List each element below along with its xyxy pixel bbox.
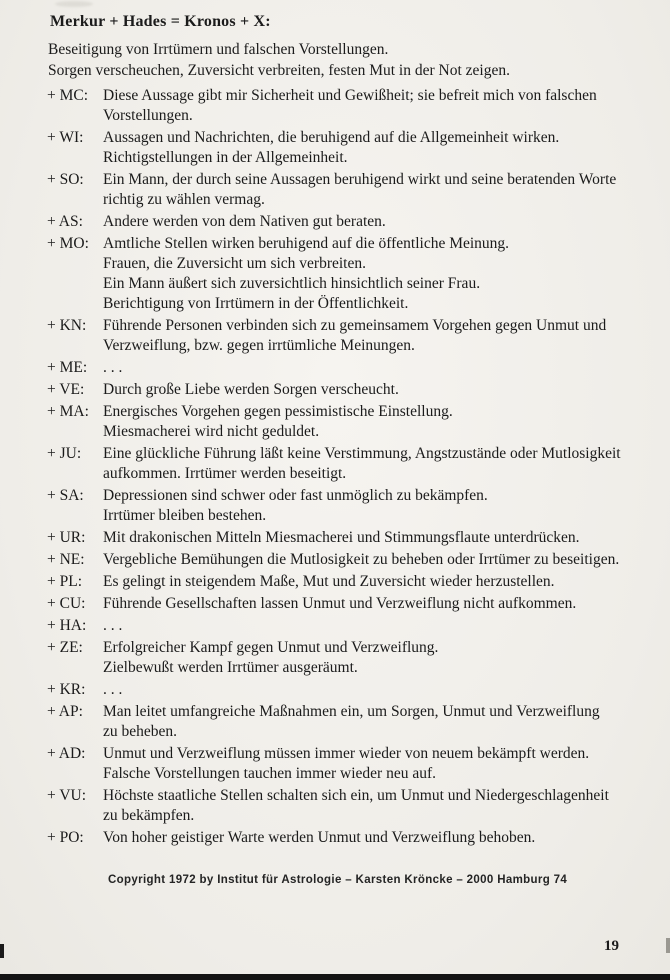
copyright-line: Copyright 1972 by Institut für Astrologie – Karsten Kröncke – 2000 Hamburg 74 <box>108 874 568 886</box>
entry-text <box>103 594 662 614</box>
entry-text-line: Erfolgreicher Kampf gegen Unmut und Verzweiflung. <box>103 639 439 656</box>
entry-text <box>103 444 662 484</box>
page-number: 19 <box>604 938 619 954</box>
entry-label: + JU: <box>47 445 82 462</box>
entry-label: + SA: <box>47 487 84 504</box>
entry-text <box>103 550 662 570</box>
entry-label: + NE: <box>47 551 85 568</box>
entry-label: + PL: <box>47 573 83 590</box>
entry-text-line: Ein Mann, der durch seine Aussagen beruhigend wirkt und seine beratenden Worte <box>103 171 617 188</box>
entry-row <box>47 680 662 700</box>
entry-row <box>47 550 662 570</box>
entry-text <box>103 680 662 700</box>
entry-text-line: Führende Personen verbinden sich zu gemeinsamem Vorgehen gegen Unmut und <box>103 317 607 334</box>
entry-text-line: Verzweiflung, bzw. gegen irrtümliche Meinungen. <box>103 337 415 354</box>
entry-text-line: . . . <box>103 617 123 634</box>
entry-label: + CU: <box>47 595 86 612</box>
entry-row <box>47 234 662 314</box>
entry-text <box>103 380 662 400</box>
entry-row <box>47 128 662 168</box>
entry-text-line: Vergebliche Bemühungen die Mutlosigkeit zu beheben oder Irrtümer zu beseitigen. <box>103 551 620 568</box>
entry-text <box>103 402 662 442</box>
entry-text-line: Amtliche Stellen wirken beruhigend auf die öffentliche Meinung. <box>103 235 510 252</box>
entry-text-line: Falsche Vorstellungen tauchen immer wieder neu auf. <box>103 765 437 782</box>
entry-text-line: zu beheben. <box>103 723 178 740</box>
entry-text-line: Mit drakonischen Mitteln Miesmacherei und Stimmungsflaute unterdrücken. <box>103 529 580 546</box>
entry-row <box>47 170 662 210</box>
entry-label: + ZE: <box>47 639 83 656</box>
entry-text <box>103 702 662 742</box>
entry-text <box>103 170 662 210</box>
entry-text <box>103 828 662 848</box>
entry-label: + SO: <box>47 171 84 188</box>
entry-row <box>47 380 662 400</box>
entry-text <box>103 128 662 168</box>
entry-label: + AD: <box>47 745 86 762</box>
entry-label: + VU: <box>47 787 87 804</box>
entry-text <box>103 616 662 636</box>
entry-row <box>47 444 662 484</box>
entry-text-line: Zielbewußt werden Irrtümer ausgeräumt. <box>103 659 358 676</box>
entry-label: + HA: <box>47 617 87 634</box>
entry-text-line: Miesmacherei wird nicht geduldet. <box>103 423 320 440</box>
intro-line: Beseitigung von Irrtümern und falschen Vorstellungen. <box>48 41 389 58</box>
entry-text-line: Energisches Vorgehen gegen pessimistische Einstellung. <box>103 403 453 420</box>
entry-text-line: aufkommen. Irrtümer werden beseitigt. <box>103 465 347 482</box>
entry-label: + KR: <box>47 681 86 698</box>
entry-label: + MC: <box>47 87 89 104</box>
scan-smudge <box>55 1 93 7</box>
entry-row <box>47 528 662 548</box>
entry-label: + AP: <box>47 703 83 720</box>
entry-label: + PO: <box>47 829 84 846</box>
entry-text-line: zu bekämpfen. <box>103 807 195 824</box>
scan-mark-left <box>0 944 4 958</box>
entry-row <box>47 402 662 442</box>
entry-text <box>103 486 662 526</box>
scan-edge-bottom <box>0 974 670 980</box>
entry-row <box>47 316 662 356</box>
entry-row <box>47 786 662 826</box>
entry-text <box>103 358 662 378</box>
entry-text <box>103 744 662 784</box>
intro-line: Sorgen verscheuchen, Zuversicht verbreiten, festen Mut in der Not zeigen. <box>48 62 510 79</box>
entry-label: + VE: <box>47 381 85 398</box>
entry-label: + MO: <box>47 235 89 252</box>
entry-label: + MA: <box>47 403 89 420</box>
entry-text-line: richtig zu wählen vermag. <box>103 191 265 208</box>
entry-text-line: Man leitet umfangreiche Maßnahmen ein, um Sorgen, Unmut und Verzweiflung <box>103 703 600 720</box>
entry-text-line: Höchste staatliche Stellen schalten sich ein, um Unmut und Niedergeschlagenheit <box>103 787 609 804</box>
entry-text <box>103 638 662 678</box>
entry-row <box>47 638 662 678</box>
intro-paragraph <box>48 39 510 81</box>
entry-label: + KN: <box>47 317 87 334</box>
entry-text-line: Irrtümer bleiben bestehen. <box>103 507 267 524</box>
entry-row <box>47 212 662 232</box>
entry-text-line: . . . <box>103 359 123 376</box>
entry-text-line: Vorstellungen. <box>103 107 193 124</box>
entry-text-line: Ein Mann äußert sich zuversichtlich hinsichtlich seiner Frau. <box>103 275 481 292</box>
entry-text <box>103 234 662 314</box>
entry-text <box>103 786 662 826</box>
entry-text-line: Aussagen und Nachrichten, die beruhigend auf die Allgemeinheit wirken. <box>103 129 560 146</box>
entry-text <box>103 86 662 126</box>
entry-text <box>103 572 662 592</box>
entry-row <box>47 616 662 636</box>
entry-row <box>47 358 662 378</box>
entry-label: + UR: <box>47 529 86 546</box>
entry-text-line: Es gelingt in steigendem Maße, Mut und Zuversicht wieder herzustellen. <box>103 573 555 590</box>
entry-text-line: Von hoher geistiger Warte werden Unmut und Verzweiflung behoben. <box>103 829 536 846</box>
entry-row <box>47 486 662 526</box>
entry-row <box>47 572 662 592</box>
entry-text-line: Diese Aussage gibt mir Sicherheit und Gewißheit; sie befreit mich von falschen <box>103 87 597 104</box>
entry-text <box>103 528 662 548</box>
entry-text-line: Richtigstellungen in der Allgemeinheit. <box>103 149 348 166</box>
entry-text-line: Andere werden von dem Nativen gut beraten. <box>103 213 386 230</box>
entry-row <box>47 702 662 742</box>
entry-text-line: Unmut und Verzweiflung müssen immer wieder von neuem bekämpft werden. <box>103 745 590 762</box>
entry-text-line: Depressionen sind schwer oder fast unmöglich zu bekämpfen. <box>103 487 488 504</box>
entry-text-line: . . . <box>103 681 123 698</box>
entry-label: + WI: <box>47 129 84 146</box>
entry-label: + AS: <box>47 213 83 230</box>
entry-text <box>103 316 662 356</box>
entry-text-line: Frauen, die Zuversicht um sich verbreiten. <box>103 255 366 272</box>
entries-list <box>47 86 662 850</box>
page-title: Merkur + Hades = Kronos + X: <box>50 13 271 30</box>
scan-mark-right <box>666 938 670 953</box>
entry-row <box>47 86 662 126</box>
entry-text <box>103 212 662 232</box>
entry-text-line: Berichtigung von Irrtümern in der Öffentlichkeit. <box>103 295 409 312</box>
entry-row <box>47 828 662 848</box>
entry-row <box>47 744 662 784</box>
entry-text-line: Führende Gesellschaften lassen Unmut und Verzweiflung nicht aufkommen. <box>103 595 577 612</box>
entry-text-line: Durch große Liebe werden Sorgen verscheucht. <box>103 381 399 398</box>
entry-label: + ME: <box>47 359 88 376</box>
entry-row <box>47 594 662 614</box>
entry-text-line: Eine glückliche Führung läßt keine Verstimmung, Angstzustände oder Mutlosigkeit <box>103 445 621 462</box>
